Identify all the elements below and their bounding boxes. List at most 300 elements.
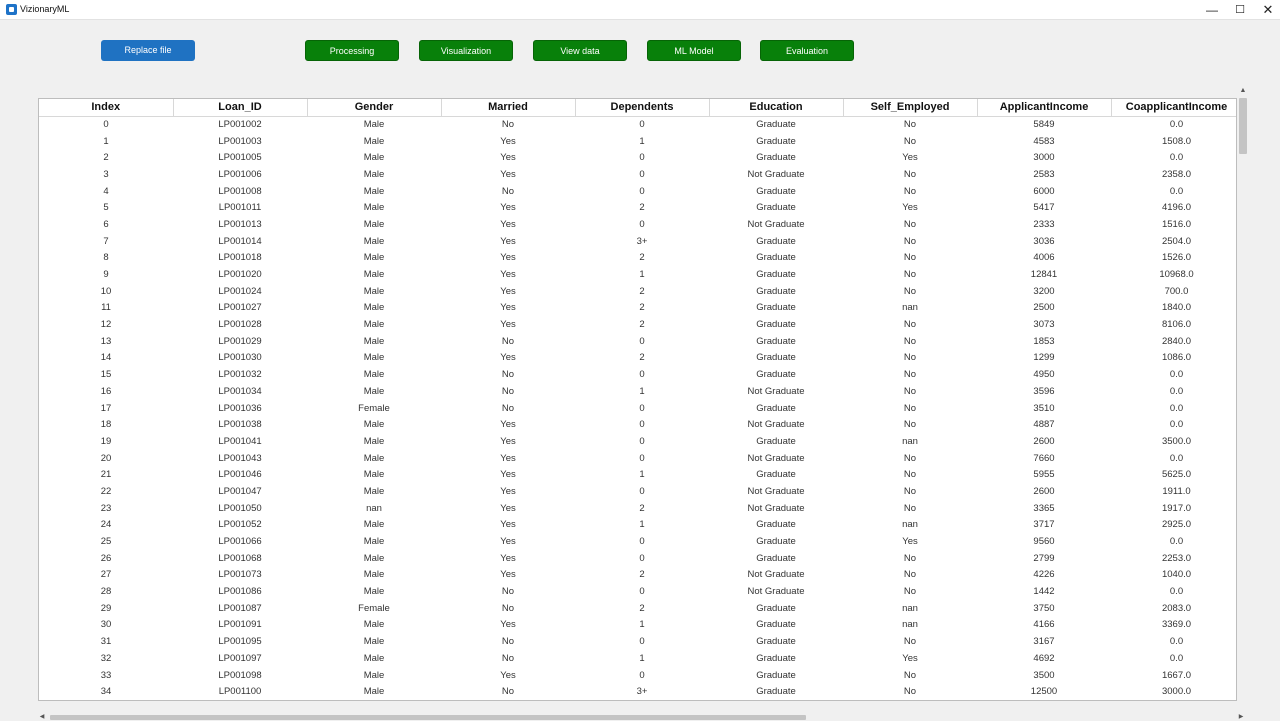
table-row[interactable] [39, 617, 1237, 634]
cell-gender: nan [366, 502, 382, 514]
cell-loan-id: LP001100 [218, 686, 262, 698]
cell-dependents: 1 [639, 385, 645, 397]
cell-applicant-income: 4006 [1033, 252, 1055, 264]
table-row[interactable] [39, 383, 1237, 400]
cell-gender: Male [363, 485, 385, 497]
cell-gender: Male [363, 435, 385, 447]
cell-gender: Male [363, 269, 385, 281]
cell-dependents: 0 [639, 586, 645, 598]
cell-self-employed: nan [902, 435, 918, 447]
cell-dependents: 3+ [636, 235, 648, 247]
cell-dependents: 1 [639, 519, 645, 531]
cell-index: 14 [100, 352, 112, 364]
table-row[interactable] [39, 116, 1237, 133]
cell-dependents: 2 [639, 252, 645, 264]
cell-self-employed: No [903, 569, 917, 581]
cell-dependents: 1 [639, 135, 645, 147]
cell-education: Not Graduate [747, 218, 805, 230]
cell-gender: Male [363, 302, 385, 314]
cell-applicant-income: 1853 [1033, 335, 1055, 347]
cell-education: Graduate [756, 552, 796, 564]
cell-applicant-income: 5417 [1033, 202, 1055, 214]
cell-index: 31 [100, 636, 112, 648]
app-icon [6, 4, 17, 15]
cell-education: Graduate [756, 269, 796, 281]
cell-index: 33 [100, 669, 112, 681]
cell-education: Graduate [756, 536, 796, 548]
cell-coapplicant-income: 0.0 [1169, 385, 1184, 397]
cell-loan-id: LP001024 [218, 285, 262, 297]
cell-applicant-income: 4166 [1033, 619, 1055, 631]
cell-dependents: 0 [639, 536, 645, 548]
cell-dependents: 2 [639, 352, 645, 364]
cell-self-employed: No [903, 636, 917, 648]
table-row[interactable] [39, 216, 1237, 233]
cell-loan-id: LP001027 [218, 302, 262, 314]
table-row[interactable] [39, 583, 1237, 600]
cell-gender: Male [363, 586, 385, 598]
table-row[interactable] [39, 483, 1237, 500]
cell-gender: Male [363, 218, 385, 230]
cell-coapplicant-income: 0.0 [1169, 185, 1184, 197]
cell-coapplicant-income: 2840.0 [1161, 335, 1192, 347]
cell-loan-id: LP001003 [218, 135, 262, 147]
cell-applicant-income: 2600 [1033, 435, 1055, 447]
cell-coapplicant-income: 0.0 [1169, 369, 1184, 381]
cell-loan-id: LP001087 [218, 602, 262, 614]
cell-loan-id: LP001098 [218, 669, 262, 681]
cell-coapplicant-income: 2504.0 [1161, 235, 1192, 247]
cell-index: 0 [103, 119, 109, 131]
table-header-row [39, 99, 1237, 116]
cell-dependents: 1 [639, 619, 645, 631]
cell-self-employed: No [903, 385, 917, 397]
table-row[interactable] [39, 350, 1237, 367]
cell-married: Yes [500, 669, 516, 681]
minimize-button[interactable]: — [1206, 3, 1218, 17]
cell-dependents: 1 [639, 652, 645, 664]
cell-education: Graduate [756, 519, 796, 531]
cell-married: Yes [500, 168, 516, 180]
cell-gender: Male [363, 168, 385, 180]
cell-education: Not Graduate [747, 419, 805, 431]
maximize-button[interactable]: ☐ [1235, 4, 1245, 16]
cell-index: 2 [103, 152, 109, 164]
cell-married: Yes [500, 302, 516, 314]
cell-dependents: 0 [639, 669, 645, 681]
cell-loan-id: LP001020 [218, 269, 262, 281]
cell-loan-id: LP001046 [218, 469, 262, 481]
table-row[interactable] [39, 550, 1237, 567]
horizontal-scroll-thumb[interactable] [50, 715, 806, 720]
cell-applicant-income: 3000 [1033, 152, 1055, 164]
cell-married: No [501, 335, 515, 347]
cell-coapplicant-income: 0.0 [1169, 586, 1184, 598]
cell-married: Yes [500, 135, 516, 147]
cell-index: 19 [100, 435, 112, 447]
cell-gender: Male [363, 419, 385, 431]
cell-self-employed: Yes [902, 152, 918, 164]
cell-applicant-income: 3596 [1033, 385, 1055, 397]
cell-gender: Male [363, 369, 385, 381]
cell-coapplicant-income: 3369.0 [1161, 619, 1192, 631]
cell-loan-id: LP001030 [218, 352, 262, 364]
cell-coapplicant-income: 1086.0 [1161, 352, 1192, 364]
replace-file-button[interactable]: Replace file [101, 40, 195, 61]
cell-index: 9 [103, 269, 109, 281]
cell-married: Yes [500, 152, 516, 164]
cell-coapplicant-income: 1040.0 [1161, 569, 1192, 581]
table-row[interactable] [39, 183, 1237, 200]
scroll-right-icon[interactable]: ▶ [1238, 714, 1244, 720]
cell-index: 5 [103, 202, 109, 214]
cell-married: No [501, 369, 515, 381]
cell-coapplicant-income: 2253.0 [1161, 552, 1192, 564]
cell-applicant-income: 3717 [1033, 519, 1055, 531]
cell-education: Not Graduate [747, 168, 805, 180]
cell-loan-id: LP001095 [218, 636, 262, 648]
column-header-gender[interactable]: Gender [307, 99, 441, 116]
table-row[interactable] [39, 400, 1237, 417]
cell-coapplicant-income: 3000.0 [1161, 686, 1192, 698]
cell-loan-id: LP001028 [218, 319, 262, 331]
cell-married: Yes [500, 419, 516, 431]
scroll-left-icon[interactable]: ◀ [39, 714, 45, 720]
cell-coapplicant-income: 700.0 [1164, 285, 1189, 297]
cell-education: Graduate [756, 636, 796, 648]
table-row[interactable] [39, 667, 1237, 684]
cell-self-employed: No [903, 469, 917, 481]
cell-gender: Male [363, 335, 385, 347]
cell-education: Graduate [756, 369, 796, 381]
cell-dependents: 2 [639, 602, 645, 614]
table-row[interactable] [39, 600, 1237, 617]
cell-education: Graduate [756, 202, 796, 214]
cell-coapplicant-income: 0.0 [1169, 652, 1184, 664]
cell-index: 28 [100, 586, 112, 598]
ml-model-button[interactable]: ML Model [647, 40, 741, 61]
cell-applicant-income: 4583 [1033, 135, 1055, 147]
cell-loan-id: LP001043 [218, 452, 262, 464]
table-row[interactable] [39, 199, 1237, 216]
cell-education: Graduate [756, 652, 796, 664]
cell-gender: Male [363, 385, 385, 397]
cell-gender: Male [363, 536, 385, 548]
cell-coapplicant-income: 1516.0 [1161, 218, 1192, 230]
cell-coapplicant-income: 1911.0 [1162, 485, 1191, 497]
cell-applicant-income: 1299 [1033, 352, 1055, 364]
column-header-coapplicant-income[interactable]: CoapplicantIncome [1111, 99, 1237, 116]
cell-education: Graduate [756, 435, 796, 447]
cell-married: No [501, 119, 515, 131]
cell-gender: Male [363, 452, 385, 464]
cell-gender: Male [363, 669, 385, 681]
table-row[interactable] [39, 166, 1237, 183]
table-row[interactable] [39, 650, 1237, 667]
cell-self-employed: No [903, 502, 917, 514]
cell-applicant-income: 3073 [1033, 319, 1055, 331]
cell-applicant-income: 3167 [1033, 636, 1055, 648]
column-header-dependents[interactable]: Dependents [575, 99, 709, 116]
cell-index: 10 [100, 285, 112, 297]
cell-self-employed: No [903, 119, 917, 131]
cell-dependents: 0 [639, 419, 645, 431]
cell-applicant-income: 4692 [1033, 652, 1055, 664]
cell-index: 32 [100, 652, 112, 664]
cell-loan-id: LP001013 [218, 218, 262, 230]
cell-loan-id: LP001041 [218, 435, 262, 447]
cell-loan-id: LP001008 [218, 185, 262, 197]
cell-index: 7 [103, 235, 109, 247]
table-row[interactable] [39, 450, 1237, 467]
cell-applicant-income: 12841 [1030, 269, 1058, 281]
cell-gender: Male [363, 235, 385, 247]
cell-self-employed: No [903, 252, 917, 264]
cell-education: Not Graduate [747, 452, 805, 464]
table-row[interactable] [39, 300, 1237, 317]
cell-self-employed: No [903, 285, 917, 297]
cell-coapplicant-income: 1917.0 [1161, 502, 1192, 514]
cell-education: Graduate [756, 469, 796, 481]
cell-self-employed: No [903, 218, 917, 230]
cell-coapplicant-income: 0.0 [1169, 119, 1184, 131]
cell-dependents: 1 [639, 469, 645, 481]
cell-coapplicant-income: 0.0 [1169, 536, 1184, 548]
cell-married: Yes [500, 218, 516, 230]
cell-dependents: 2 [639, 502, 645, 514]
table-body [39, 116, 1237, 700]
evaluation-button[interactable]: Evaluation [760, 40, 854, 61]
table-row[interactable] [39, 517, 1237, 534]
cell-loan-id: LP001050 [218, 502, 262, 514]
table-row[interactable] [39, 333, 1237, 350]
cell-loan-id: LP001086 [218, 586, 262, 598]
cell-dependents: 0 [639, 452, 645, 464]
table-row[interactable] [39, 633, 1237, 650]
cell-loan-id: LP001011 [218, 202, 262, 214]
cell-gender: Male [363, 636, 385, 648]
processing-button[interactable]: Processing [305, 40, 399, 61]
cell-coapplicant-income: 2358.0 [1161, 168, 1192, 180]
cell-coapplicant-income: 3500.0 [1161, 435, 1192, 447]
column-header-married[interactable]: Married [441, 99, 575, 116]
cell-loan-id: LP001038 [218, 419, 262, 431]
cell-index: 1 [103, 135, 109, 147]
vertical-scroll-thumb[interactable] [1239, 98, 1247, 154]
cell-education: Graduate [756, 402, 796, 414]
cell-coapplicant-income: 5625.0 [1161, 469, 1192, 481]
cell-coapplicant-income: 0.0 [1169, 636, 1184, 648]
cell-index: 4 [103, 185, 109, 197]
table-row[interactable] [39, 533, 1237, 550]
cell-applicant-income: 3510 [1033, 402, 1055, 414]
cell-gender: Male [363, 569, 385, 581]
cell-applicant-income: 2500 [1033, 302, 1055, 314]
cell-applicant-income: 3500 [1033, 669, 1055, 681]
cell-education: Graduate [756, 602, 796, 614]
table-row[interactable] [39, 500, 1237, 517]
column-header-loan-id[interactable]: Loan_ID [173, 99, 307, 116]
cell-index: 8 [103, 252, 109, 264]
cell-married: Yes [500, 269, 516, 281]
cell-self-employed: No [903, 552, 917, 564]
cell-dependents: 0 [639, 335, 645, 347]
cell-self-employed: No [903, 335, 917, 347]
cell-dependents: 2 [639, 302, 645, 314]
cell-loan-id: LP001068 [218, 552, 262, 564]
data-table [39, 99, 1237, 700]
cell-education: Graduate [756, 285, 796, 297]
cell-loan-id: LP001097 [218, 652, 262, 664]
cell-loan-id: LP001002 [218, 119, 262, 131]
cell-gender: Male [363, 652, 385, 664]
cell-married: Yes [500, 569, 516, 581]
cell-index: 29 [100, 602, 112, 614]
cell-married: No [501, 185, 515, 197]
cell-coapplicant-income: 0.0 [1169, 419, 1184, 431]
cell-applicant-income: 2333 [1033, 218, 1055, 230]
cell-index: 24 [100, 519, 112, 531]
cell-gender: Male [363, 285, 385, 297]
cell-married: Yes [500, 319, 516, 331]
cell-dependents: 0 [639, 218, 645, 230]
cell-education: Not Graduate [747, 569, 805, 581]
cell-index: 20 [100, 452, 112, 464]
cell-gender: Male [363, 519, 385, 531]
cell-self-employed: No [903, 135, 917, 147]
table-row[interactable] [39, 133, 1237, 150]
cell-self-employed: No [903, 369, 917, 381]
cell-index: 22 [100, 485, 112, 497]
cell-self-employed: No [903, 319, 917, 331]
cell-education: Graduate [756, 619, 796, 631]
cell-self-employed: Yes [902, 536, 918, 548]
table-row[interactable] [39, 266, 1237, 283]
cell-dependents: 2 [639, 569, 645, 581]
cell-self-employed: No [903, 235, 917, 247]
cell-dependents: 0 [639, 402, 645, 414]
cell-married: No [501, 652, 515, 664]
cell-education: Graduate [756, 235, 796, 247]
cell-applicant-income: 4887 [1033, 419, 1055, 431]
cell-coapplicant-income: 1508.0 [1161, 135, 1192, 147]
column-header-index[interactable]: Index [39, 99, 173, 116]
cell-self-employed: No [903, 185, 917, 197]
cell-index: 30 [100, 619, 112, 631]
cell-loan-id: LP001014 [218, 235, 262, 247]
cell-married: Yes [500, 469, 516, 481]
cell-education: Graduate [756, 352, 796, 364]
cell-married: Yes [500, 235, 516, 247]
cell-loan-id: LP001047 [218, 485, 262, 497]
cell-married: Yes [500, 485, 516, 497]
cell-loan-id: LP001066 [218, 536, 262, 548]
cell-education: Graduate [756, 135, 796, 147]
cell-applicant-income: 2600 [1033, 485, 1055, 497]
table-row[interactable] [39, 250, 1237, 267]
cell-self-employed: Yes [902, 202, 918, 214]
cell-coapplicant-income: 8106.0 [1161, 319, 1192, 331]
horizontal-scrollbar[interactable] [38, 713, 1249, 721]
cell-applicant-income: 4950 [1033, 369, 1055, 381]
cell-education: Graduate [756, 152, 796, 164]
table-row[interactable] [39, 149, 1237, 166]
table-row[interactable] [39, 416, 1237, 433]
cell-applicant-income: 3036 [1033, 235, 1055, 247]
cell-married: Yes [500, 552, 516, 564]
cell-education: Graduate [756, 319, 796, 331]
cell-married: Yes [500, 435, 516, 447]
cell-loan-id: LP001073 [218, 569, 262, 581]
cell-married: No [501, 602, 515, 614]
visualization-button[interactable]: Visualization [419, 40, 513, 61]
cell-dependents: 0 [639, 485, 645, 497]
cell-self-employed: nan [902, 619, 918, 631]
cell-gender: Male [363, 135, 385, 147]
cell-coapplicant-income: 1526.0 [1161, 252, 1192, 264]
table-row[interactable] [39, 567, 1237, 584]
cell-loan-id: LP001032 [218, 369, 262, 381]
title-bar [0, 0, 1280, 20]
cell-self-employed: No [903, 452, 917, 464]
cell-gender: Male [363, 686, 385, 698]
cell-education: Graduate [756, 686, 796, 698]
cell-applicant-income: 5849 [1033, 119, 1055, 131]
cell-dependents: 2 [639, 285, 645, 297]
scroll-up-icon[interactable]: ▲ [1239, 87, 1247, 94]
cell-self-employed: No [903, 402, 917, 414]
column-header-applicant-income[interactable]: ApplicantIncome [977, 99, 1111, 116]
cell-index: 26 [100, 552, 112, 564]
table-row[interactable] [39, 233, 1237, 250]
cell-dependents: 2 [639, 319, 645, 331]
cell-education: Graduate [756, 302, 796, 314]
column-header-education[interactable]: Education [709, 99, 843, 116]
cell-index: 17 [100, 402, 112, 414]
table-row[interactable] [39, 316, 1237, 333]
column-header-self-employed[interactable]: Self_Employed [843, 99, 977, 116]
table-row[interactable] [39, 366, 1237, 383]
cell-coapplicant-income: 1667.0 [1161, 669, 1192, 681]
table-row[interactable] [39, 466, 1237, 483]
table-row[interactable] [39, 433, 1237, 450]
cell-gender: Male [363, 319, 385, 331]
window-title: VizionaryML [20, 4, 70, 14]
cell-dependents: 2 [639, 202, 645, 214]
cell-loan-id: LP001036 [218, 402, 262, 414]
table-row[interactable] [39, 683, 1237, 700]
view-data-button[interactable]: View data [533, 40, 627, 61]
vertical-scrollbar[interactable] [1237, 86, 1249, 701]
cell-dependents: 0 [639, 185, 645, 197]
cell-education: Graduate [756, 119, 796, 131]
cell-self-employed: No [903, 419, 917, 431]
cell-self-employed: No [903, 352, 917, 364]
close-button[interactable]: ✕ [1262, 2, 1274, 17]
cell-self-employed: No [903, 168, 917, 180]
cell-applicant-income: 9560 [1033, 536, 1055, 548]
cell-applicant-income: 3750 [1033, 602, 1055, 614]
cell-self-employed: No [903, 686, 917, 698]
cell-self-employed: nan [902, 302, 918, 314]
cell-dependents: 0 [639, 119, 645, 131]
data-table-view[interactable] [38, 98, 1237, 701]
cell-dependents: 0 [639, 552, 645, 564]
table-row[interactable] [39, 283, 1237, 300]
cell-coapplicant-income: 0.0 [1169, 402, 1184, 414]
cell-coapplicant-income: 0.0 [1169, 452, 1184, 464]
cell-applicant-income: 6000 [1033, 185, 1055, 197]
